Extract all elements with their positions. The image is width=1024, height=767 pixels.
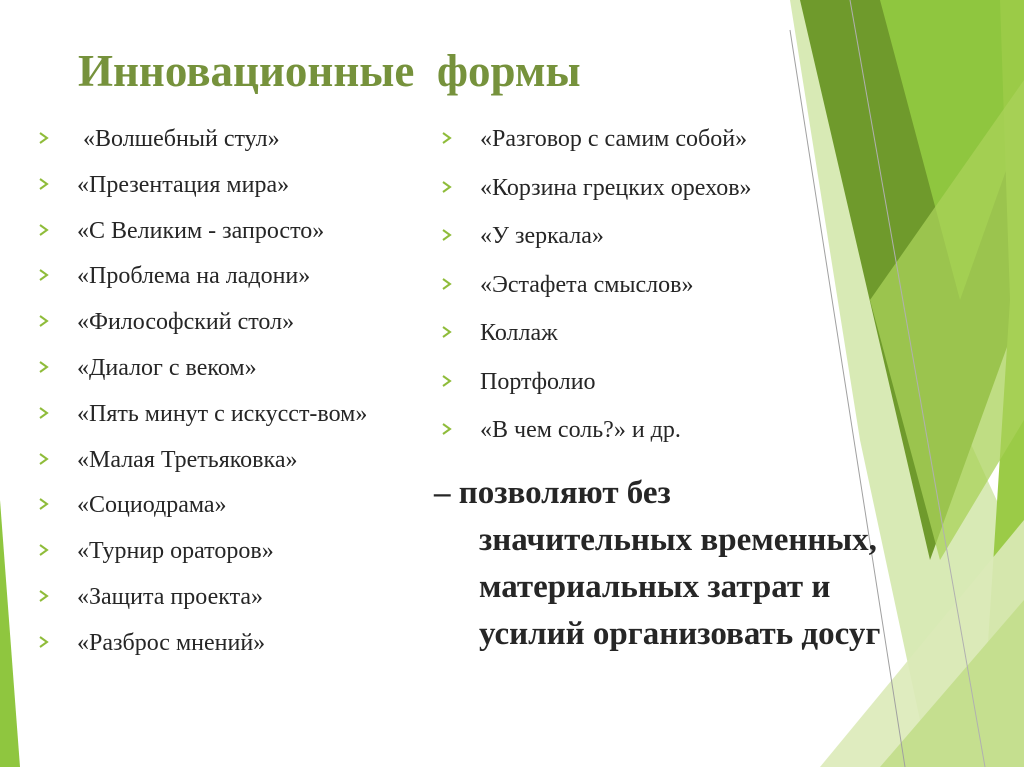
chevron-right-icon <box>440 325 454 339</box>
list-item-label: «Философский стол» <box>77 309 295 336</box>
list-item-label: «В чем соль?» и др. <box>480 417 681 443</box>
list-item-label: «Корзина грецких орехов» <box>480 174 752 201</box>
chevron-right-icon <box>440 374 454 388</box>
conclusion-line-4: усилий организовать досуг <box>479 616 881 652</box>
list-item-label: «Защита проекта» <box>77 583 263 610</box>
list-item <box>440 174 800 223</box>
list-item-label: «Презентация мира» <box>77 171 290 198</box>
list-item-label: «Малая Третьяковка» <box>77 446 298 473</box>
list-item <box>37 308 432 354</box>
chevron-right-icon <box>37 360 51 374</box>
list-item-label: «Разброс мнений» <box>77 629 266 656</box>
conclusion-line-1: – позволяют без <box>434 475 671 511</box>
list-item <box>440 368 800 417</box>
list-item <box>37 125 432 171</box>
left-list <box>37 125 432 675</box>
chevron-right-icon <box>37 497 51 511</box>
list-item <box>37 171 432 217</box>
list-item <box>37 400 432 446</box>
chevron-right-icon <box>440 131 454 145</box>
list-item <box>37 354 432 400</box>
chevron-right-icon <box>37 131 51 145</box>
list-item-label: «Проблема на ладони» <box>77 263 311 290</box>
list-item <box>37 629 432 675</box>
list-item <box>37 537 432 583</box>
list-item-label: «Социодрама» <box>77 492 227 519</box>
list-item-label: «Разговор с самим собой» <box>480 126 748 152</box>
list-item-label: «Эстафета смыслов» <box>480 271 694 298</box>
list-item-label: «У зеркала» <box>480 223 604 249</box>
chevron-right-icon <box>37 314 51 328</box>
conclusion-line-2: значительных временных, <box>479 522 877 558</box>
chevron-right-icon <box>440 180 454 194</box>
list-item <box>37 217 432 263</box>
left-green-triangle <box>0 500 20 767</box>
chevron-right-icon <box>440 277 454 291</box>
right-list <box>440 125 800 465</box>
chevron-right-icon <box>440 422 454 436</box>
chevron-right-icon <box>440 228 454 242</box>
chevron-right-icon <box>37 543 51 557</box>
list-item <box>37 262 432 308</box>
list-item-label: Портфолио <box>480 368 596 395</box>
list-item <box>440 222 800 271</box>
list-item <box>440 125 800 174</box>
list-item-label: «Турнир ораторов» <box>77 538 274 565</box>
chevron-right-icon <box>37 406 51 420</box>
chevron-right-icon <box>37 635 51 649</box>
list-item <box>440 416 800 465</box>
list-item-label: Коллаж <box>480 320 558 346</box>
list-item <box>440 319 800 368</box>
chevron-right-icon <box>37 177 51 191</box>
chevron-right-icon <box>37 589 51 603</box>
list-item-label: «Пять минут с искусст-вом» <box>77 400 368 427</box>
chevron-right-icon <box>37 268 51 282</box>
list-item <box>37 446 432 492</box>
list-item-label: «С Великим - запросто» <box>77 217 325 244</box>
list-item-label: «Диалог с веком» <box>77 354 257 381</box>
chevron-right-icon <box>37 223 51 237</box>
conclusion-line-3: материальных затрат и <box>479 569 831 605</box>
chevron-right-icon <box>37 452 51 466</box>
list-item <box>37 491 432 537</box>
list-item <box>37 583 432 629</box>
list-item-label: «Волшебный стул» <box>77 126 280 152</box>
slide-title: Инновационные формы <box>78 46 581 96</box>
conclusion-text <box>434 470 994 658</box>
list-item <box>440 271 800 320</box>
